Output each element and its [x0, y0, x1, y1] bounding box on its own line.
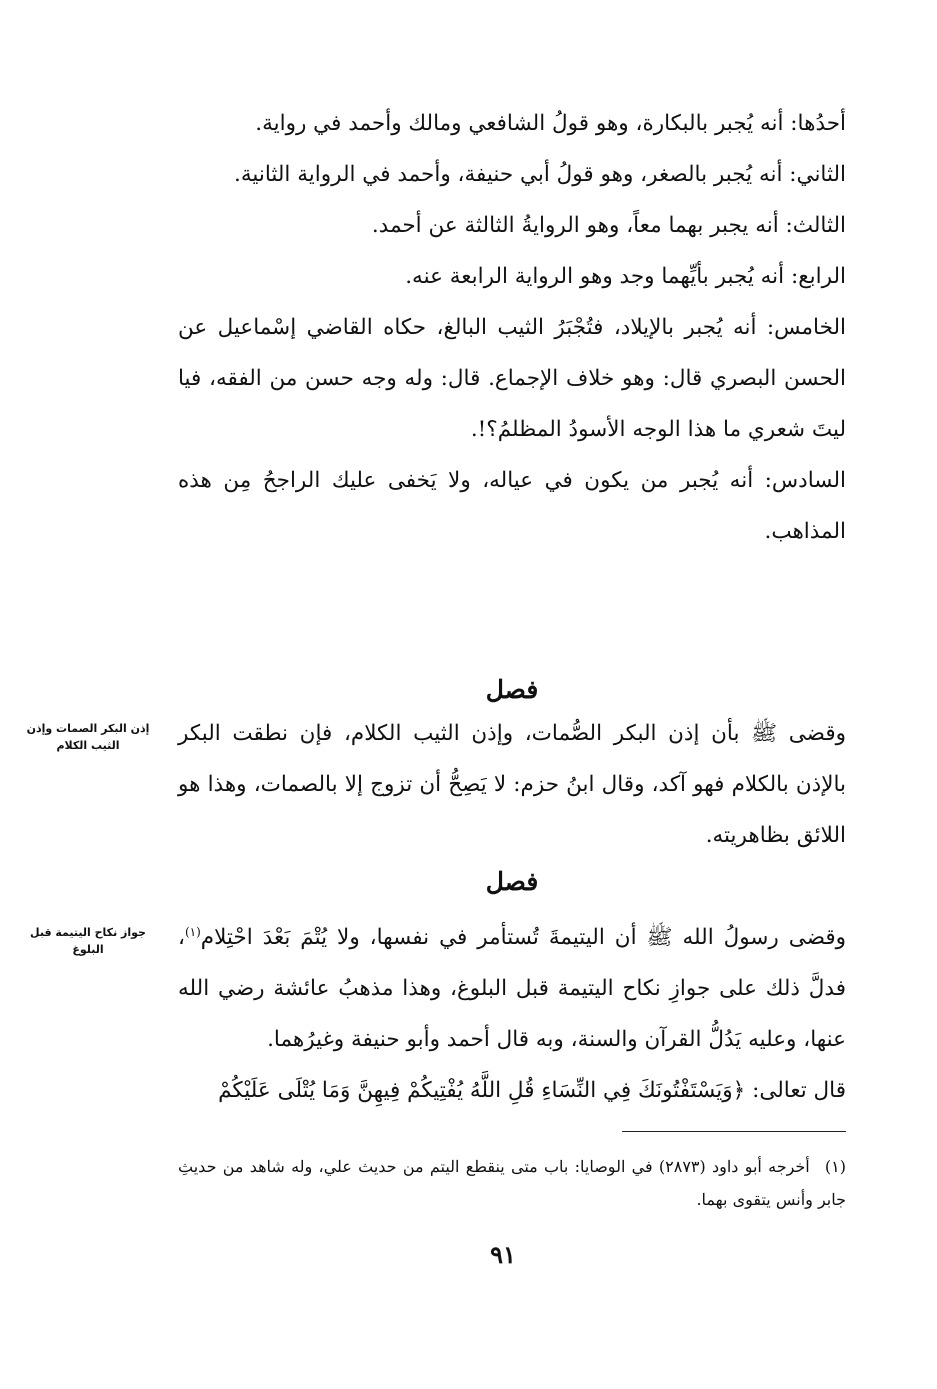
quran-quote: قال تعالى: ﴿وَيَسْتَفْتُونَكَ فِي النِّسَاءِ قُلِ اللَّهُ يُفْتِيكُمْ فِيهِنَّ وَمَا يُتْلَى عَلَيْكُمْ: [218, 1078, 846, 1103]
section-2-paragraph: [178, 912, 846, 1065]
section-1-paragraph: وقضى ﷺ بأن إذن البكر الصُّمات، وإذن الثيب الكلام، فإن نطقت البكر بالإذن بالكلام فهو آكد، وقال ابنُ حزم: لا يَصِحُّ أن تزوج إلا بالصمات، وهذا هو اللائق بظاهريته.: [178, 721, 846, 848]
footnote: [178, 1150, 846, 1216]
opinion-paragraph-6: السادس: أنه يُجبر من يكون في عياله، ولا يَخفى عليك الراجحُ مِن هذه المذاهب.: [178, 468, 846, 544]
opinion-paragraph-2: الثاني: أنه يُجبر بالصغر، وهو قولُ أبي حنيفة، وأحمد في الرواية الثانية.: [233, 162, 846, 187]
section-heading-2: فصل: [485, 867, 539, 896]
opinion-paragraph-5: الخامس: أنه يُجبر بالإيلاد، فتُجْبَرُ الثيب البالغ، حكاه القاضي إسْماعيل عن الحسن البصري قال: وهو خلاف الإجماع. قال: وله وجه حسن من الفقه، فيا ليتَ شعري ما هذا الوجه الأسودُ المظلمُ؟!.: [178, 315, 846, 442]
section-heading-1: فصل: [485, 675, 539, 704]
section-2-body: [178, 912, 846, 1116]
footnote-text: أخرجه أبو داود (٢٨٧٣) في الوصايا: باب متى ينقطع اليتم من حديث علي، وله شاهد من حديثِ جابر وأنس يتقوى بهما.: [178, 1157, 846, 1209]
section-2-text-part-1: وقضى رسولُ الله ﷺ أن اليتيمةَ تُستأمر في نفسها، ولا يُتْمَ بَعْدَ احْتِلام: [200, 925, 846, 950]
opinion-paragraph-4: الرابع: أنه يُجبر بأيِّهما وجد وهو الرواية الرابعة عنه.: [405, 264, 846, 289]
opinions-list: [178, 98, 846, 557]
footnote-separator: [622, 1131, 846, 1132]
page-number: ٩١: [490, 1240, 516, 1269]
margin-note-1: إذن البكر الصمات وإذن الثيب الكلام: [26, 722, 150, 752]
section-1-body: [178, 708, 846, 861]
margin-note-2: جواز نكاح اليتيمة قبل البلوغ: [30, 926, 146, 956]
opinion-paragraph-3: الثالث: أنه يجبر بهما معاً، وهو الروايةُ الثالثة عن أحمد.: [371, 213, 846, 238]
opinion-paragraph-1: أحدُها: أنه يُجبر بالبكارة، وهو قولُ الشافعي ومالك وأحمد في رواية.: [255, 111, 846, 136]
footnote-marker: (١): [824, 1157, 847, 1176]
section-2-text-part-2: ، فدلَّ ذلك على جوازِ نكاح اليتيمة قبل البلوغ، وهذا مذهبُ عائشة رضي الله عنها، وعليه يَدُلُّ القرآن والسنة، وبه قال أحمد وأبو حنيفة وغيرُهما.: [178, 925, 846, 1052]
footnote-reference[interactable]: (١): [184, 924, 201, 939]
